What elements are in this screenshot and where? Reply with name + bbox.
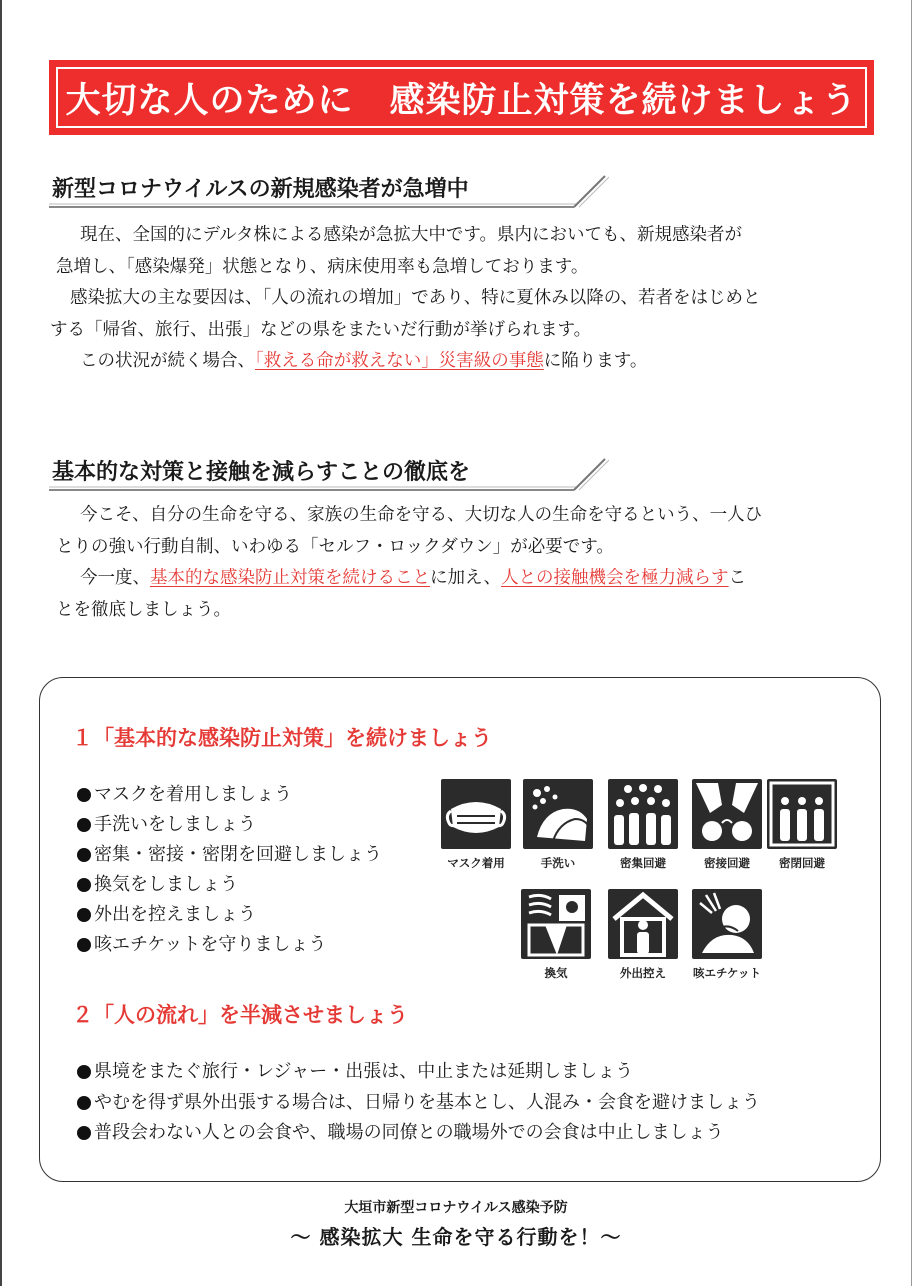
title-banner	[49, 60, 874, 135]
highlight-basic-measures: 基本的な感染防止対策を続けること	[150, 568, 430, 588]
closed-space-icon: 密閉回避	[767, 779, 837, 871]
section1-heading	[49, 170, 609, 210]
title-banner-frame	[56, 67, 867, 128]
list-item: マスクを着用しましょう	[77, 780, 382, 810]
bullet-icon	[77, 1126, 91, 1140]
page-title: 大切な人のために 感染防止対策を続けましょう	[65, 80, 858, 121]
cough-etiquette-icon: 咳エチケット	[692, 889, 762, 981]
section1-line-1: 現在、全国的にデルタ株による感染が急拡大中です。県内においても、新規感染者が	[80, 225, 743, 245]
section1-line-3: 感染拡大の主な要因は、「人の流れの増加」であり、特に夏休み以降の、若者をはじめと	[70, 288, 761, 308]
list-item: 咳エチケットを守りましょう	[77, 930, 382, 960]
bullet-icon	[77, 908, 91, 922]
footer-slogan: ～ 感染拡大 生命を守る行動を！～	[290, 1225, 622, 1249]
bullet-icon	[77, 1065, 91, 1079]
measures-heading-1: １「基本的な感染防止対策」を続けましょう	[72, 726, 492, 750]
heading-underline-graphic	[49, 453, 609, 493]
stay-home-icon: 外出控え	[608, 889, 678, 981]
section2-line-1: 今こそ、自分の生命を守る、家族の生命を守る、大切な人の生命を守るという、一人ひ	[80, 505, 763, 525]
section2-heading-text: 基本的な対策と接触を減らすことの徹底を	[52, 460, 471, 485]
list-item: 県境をまたぐ旅行・レジャー・出張は、中止または延期しましょう	[77, 1057, 760, 1088]
footer-organization: 大垣市新型コロナウイルス感染予防	[344, 1200, 568, 1216]
bullet-icon	[77, 1096, 91, 1110]
section2-body	[50, 500, 865, 626]
section1-line-2: 急増し、「感染爆発」状態となり、病床使用率も急増しております。	[56, 256, 589, 277]
section1-line-5: この状況が続く場合、「救える命が救えない」災害級の事態に陥ります。	[80, 351, 648, 371]
section2-line-2: とりの強い行動自制、いわゆる「セルフ・ロックダウン」が必要です。	[56, 536, 614, 557]
section1-heading-text: 新型コロナウイルスの新規感染者が急増中	[52, 177, 469, 202]
ventilation-icon: 換気	[521, 889, 591, 981]
list-item: やむを得ず県外出張する場合は、日帰りを基本とし、人混み・会食を避けましょう	[77, 1088, 760, 1119]
highlight-crisis-text: 「救える命が救えない」災害級の事態	[255, 351, 544, 371]
basic-measures-list	[77, 780, 382, 960]
bullet-icon	[77, 938, 91, 952]
section2-line-4: とを徹底しましょう。	[56, 599, 231, 620]
hand-wash-icon: 手洗い	[523, 779, 593, 871]
list-item: 換気をしましょう	[77, 870, 382, 900]
list-item: 普段会わない人との会食や、職場の同僚との職場外での会食は中止しましょう	[77, 1118, 760, 1149]
bullet-icon	[77, 788, 91, 802]
heading-underline-graphic	[49, 170, 609, 210]
close-contact-icon: 密接回避	[692, 779, 762, 871]
bullet-icon	[77, 818, 91, 832]
list-item: 密集・密接・密閉を回避しましょう	[77, 840, 382, 870]
reduce-movement-list	[77, 1057, 760, 1149]
bullet-icon	[77, 878, 91, 892]
mask-icon: マスク着用	[441, 779, 511, 871]
section1-body	[50, 220, 865, 378]
measures-heading-2: ２「人の流れ」を半減させましょう	[72, 1003, 408, 1027]
section2-line-3: 今一度、基本的な感染防止対策を続けることに加え、人との接触機会を極力減らすこ	[80, 568, 747, 588]
list-item: 外出を控えましょう	[77, 900, 382, 930]
section1-line-4: する「帰省、旅行、出張」などの県をまたいだ行動が挙げられます。	[50, 319, 592, 340]
crowd-icon: 密集回避	[608, 779, 678, 871]
section2-heading	[49, 453, 609, 493]
highlight-reduce-contact: 人との接触機会を極力減らす	[501, 568, 729, 588]
list-item: 手洗いをしましょう	[77, 810, 382, 840]
bullet-icon	[77, 848, 91, 862]
